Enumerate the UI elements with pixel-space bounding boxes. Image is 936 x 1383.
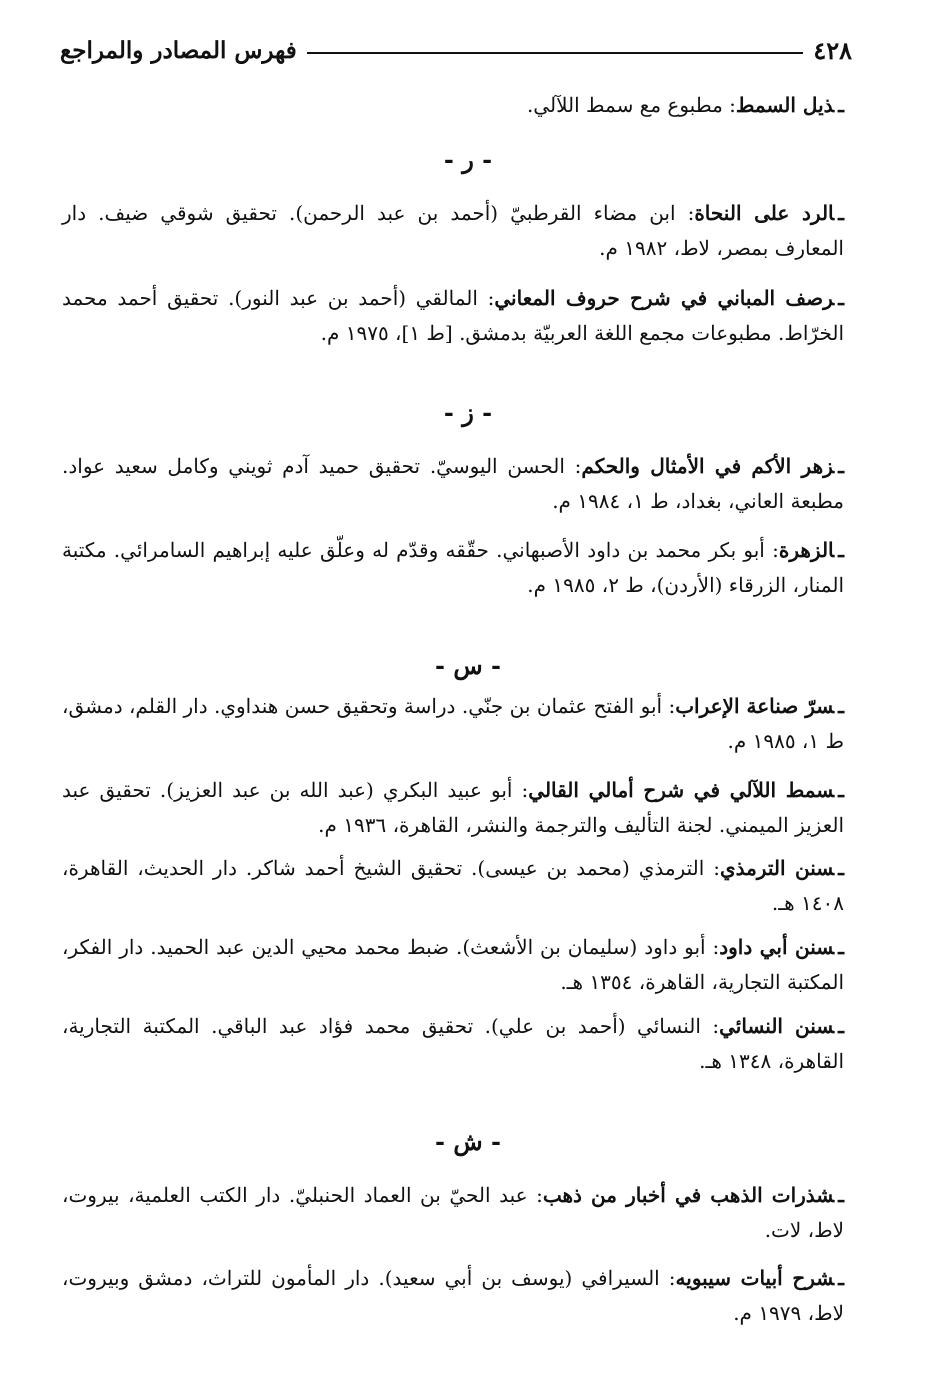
entry-dash: ـ xyxy=(838,454,845,478)
entry-text: : النسائي (أحمد بن علي). تحقيق محمد فؤاد عبد الباقي. المكتبة التجارية، القاهرة، ١٣٤٨ هـ. xyxy=(62,1014,844,1073)
entry-dash: ـ xyxy=(838,935,844,959)
bibliography-entry xyxy=(62,88,844,123)
entry-title: زهر الأكم في الأمثال والحكم xyxy=(581,454,835,478)
entry-title: سنن أبي داود xyxy=(719,935,835,959)
entry-title: رصف المباني في شرح حروف المعاني xyxy=(494,286,835,310)
section-letter: - ش - xyxy=(435,1127,501,1156)
entry-title: سرّ صناعة الإعراب xyxy=(675,694,835,718)
bibliography-entry xyxy=(62,851,844,921)
header-rule xyxy=(307,52,804,54)
bibliography-entry xyxy=(62,1178,844,1248)
entry-dash: ـ xyxy=(838,286,844,310)
entry-text: : الترمذي (محمد بن عيسى). تحقيق الشيخ أحمد شاكر. دار الحديث، القاهرة، ١٤٠٨ هـ. xyxy=(62,856,844,915)
bibliography-entry xyxy=(62,1261,844,1331)
bibliography-entry xyxy=(62,1009,844,1079)
page-header xyxy=(60,30,852,70)
entry-text: : أبو بكر محمد بن داود الأصبهاني. حقّقه وقدّم له وعلّق عليه إبراهيم السامرائي. مكتبة المنار، الزرقاء (الأردن)، ط ٢، ١٩٨٥ م. xyxy=(62,538,844,597)
entry-dash: ـ xyxy=(838,201,844,225)
entry-title: شذرات الذهب في أخبار من ذهب xyxy=(542,1183,835,1207)
entry-text: : أبو الفتح عثمان بن جنّي. دراسة وتحقيق حسن هنداوي. دار القلم، دمشق، ط ١، ١٩٨٥ م. xyxy=(62,694,844,753)
entry-title: سنن النسائي xyxy=(719,1014,835,1038)
section-letter: - ر - xyxy=(443,145,493,174)
page-number: ٤٢٨ xyxy=(813,35,852,65)
entry-dash: ـ xyxy=(838,1014,845,1038)
entry-text: : مطبوع مع سمط اللآلي. xyxy=(526,93,736,117)
entry-dash: ـ xyxy=(838,1183,845,1207)
entry-text: : ابن مضاء القرطبيّ (أحمد بن عبد الرحمن). تحقيق شوقي ضيف. دار المعارف بمصر، لاط، ١٩٨٢ م. xyxy=(62,201,844,260)
entry-text: : أبو عبيد البكري (عبد الله بن عبد العزيز). تحقيق عبد العزيز الميمني. لجنة التأليف والترجمة والنشر، القاهرة، ١٩٣٦ م. xyxy=(62,778,844,837)
entry-text: : عبد الحيّ بن العماد الحنبليّ. دار الكتب العلمية، بيروت، لاط، لات. xyxy=(62,1183,844,1242)
entry-title: الزهرة xyxy=(778,538,835,562)
entry-dash: ـ xyxy=(838,538,844,562)
entry-title: سمط اللآلي في شرح أمالي القالي xyxy=(528,778,835,802)
entry-title: الرد على النحاة xyxy=(694,201,835,225)
entry-title: ذيل السمط xyxy=(735,93,835,117)
entry-dash: ـ xyxy=(838,93,844,117)
bibliography-entry xyxy=(62,773,844,843)
bibliography-entry xyxy=(62,281,844,351)
entry-text: : السيرافي (يوسف بن أبي سعيد). دار المأمون للتراث، دمشق وبيروت، لاط، ١٩٧٩ م. xyxy=(62,1266,844,1325)
bibliography-entry xyxy=(62,689,844,759)
entry-title: شرح أبيات سيبويه xyxy=(675,1266,835,1290)
bibliography-entry xyxy=(62,930,844,1000)
entry-dash: ـ xyxy=(838,1266,845,1290)
section-letter: - ز - xyxy=(443,398,493,427)
running-title: فهرس المصادر والمراجع xyxy=(60,36,297,64)
entry-dash: ـ xyxy=(838,856,844,880)
bibliography-entry xyxy=(62,533,844,603)
entry-dash: ـ xyxy=(838,694,844,718)
entry-text: : المالقي (أحمد بن عبد النور). تحقيق أحمد محمد الخرّاط. مطبوعات مجمع اللغة العربيّة بدمشق. [ط ١]، ١٩٧٥ م. xyxy=(62,286,844,345)
section-letter: - س - xyxy=(435,651,501,680)
bibliography-entry xyxy=(62,449,844,519)
entry-text: : الحسن اليوسيّ. تحقيق حميد آدم ثويني وكامل سعيد عواد. مطبعة العاني، بغداد، ط ١، ١٩٨٤ م. xyxy=(62,454,844,513)
entry-dash: ـ xyxy=(838,778,844,802)
bibliography-entry xyxy=(62,196,844,266)
entry-title: سنن الترمذي xyxy=(719,856,835,880)
entry-text: : أبو داود (سليمان بن الأشعث). ضبط محمد محيي الدين عبد الحميد. دار الفكر، المكتبة التجارية، القاهرة، ١٣٥٤ هـ. xyxy=(62,935,844,994)
